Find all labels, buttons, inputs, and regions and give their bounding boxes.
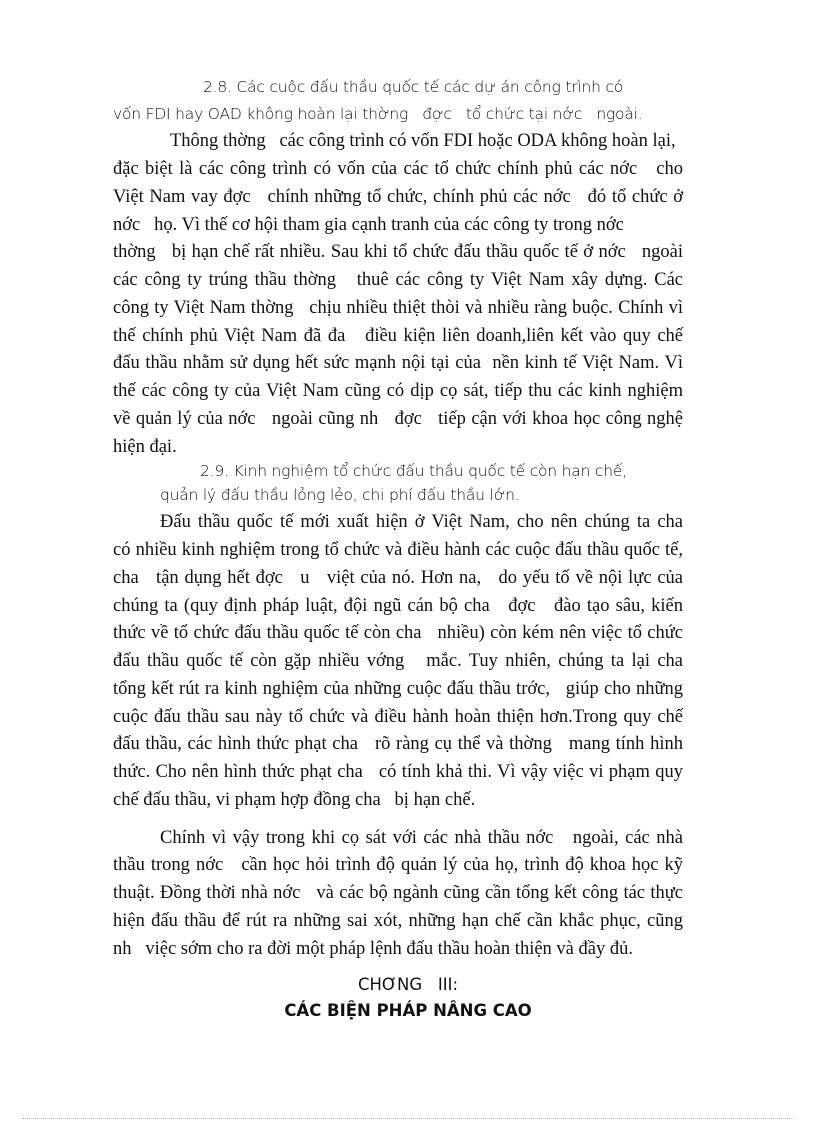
section-2-8-heading-line-2: vốn FDI hay OAD không hoàn lại thờng đợc tổ chức tại nớc ngoài. bbox=[113, 105, 643, 123]
body-line: có nhiều kinh nghiệm trong tổ chức và điều hành các cuộc đấu thầu quốc tế, bbox=[113, 540, 683, 560]
body-line: nh việc sớm cho ra đời một pháp lệnh đấu thầu hoàn thiện và đầy đủ. bbox=[113, 939, 633, 959]
body-line: hiện đại. bbox=[113, 437, 177, 457]
page-bottom-rule bbox=[22, 1118, 794, 1119]
section-2-9-heading-line-2: quản lý đấu thầu lỏng lẻo, chi phí đấu thầu lớn. bbox=[160, 486, 520, 504]
body-line: đặc biệt là các công trình có vốn của các tổ chức chính phủ các nớc cho bbox=[113, 159, 683, 179]
body-line: thức về tổ chức đấu thầu quốc tế còn cha nhiều) còn kém nên việc tổ chức bbox=[113, 623, 683, 643]
body-line: công ty Việt Nam thờng chịu nhiều thiệt thòi và nhiều ràng buộc. Chính vì bbox=[113, 298, 683, 318]
body-line: tổng kết rút ra kinh nghiệm của những cuộc đấu thầu trớc, giúp cho những bbox=[113, 679, 683, 699]
body-line: hiện đấu thầu để rút ra những sai xót, những hạn chế cần khắc phục, cũng bbox=[113, 911, 683, 931]
body-line: Thông thờng các công trình có vốn FDI hoặc ODA không hoàn lại, bbox=[170, 131, 676, 151]
body-line: thế chính phủ Việt Nam đã đa điều kiện liên doanh,liên kết vào quy chế bbox=[113, 326, 683, 346]
body-line: cha tận dụng hết đợc u việt của nó. Hơn na, do yếu tố về nội lực của bbox=[113, 568, 683, 588]
body-line: thức. Cho nên hình thức phạt cha có tính khả thi. Vì vậy việc vi phạm quy bbox=[113, 762, 683, 782]
body-line: đấu thầu quốc tế còn gặp nhiều vớng mắc. Tuy nhiên, chúng ta lại cha bbox=[113, 651, 683, 671]
body-line: Đấu thầu quốc tế mới xuất hiện ở Việt Nam, cho nên chúng ta cha bbox=[160, 512, 683, 532]
body-line: các công ty trúng thầu thờng thuê các công ty Việt Nam xây dựng. Các bbox=[113, 270, 683, 290]
body-line: cuộc đấu thầu sau này tổ chức và điều hành hoàn thiện hơn.Trong quy chế bbox=[113, 707, 683, 727]
section-2-9-heading-line-1: 2.9. Kinh nghiệm tổ chức đấu thầu quốc tế còn hạn chế, bbox=[200, 462, 627, 480]
body-line: thờng bị hạn chế rất nhiều. Sau khi tổ chức đấu thầu quốc tế ở nớc ngoài bbox=[113, 242, 683, 262]
body-line: đấu thầu, các hình thức phạt cha rõ ràng cụ thể và thờng mang tính hình bbox=[113, 734, 683, 754]
body-line: chúng ta (quy định pháp luật, đội ngũ cán bộ cha đợc đào tạo sâu, kiến bbox=[113, 596, 683, 616]
section-2-8-heading-line-1: 2.8. Các cuộc đấu thầu quốc tế các dự án công trình có bbox=[203, 78, 624, 96]
body-line: nớc họ. Vì thế cơ hội tham gia cạnh tranh của các công ty trong nớc bbox=[113, 215, 624, 235]
body-line: thuật. Đồng thời nhà nớc và các bộ ngành cũng cần tổng kết công tác thực bbox=[113, 883, 683, 903]
body-line: thầu trong nớc cần học hỏi trình độ quản lý của họ, trình độ khoa học kỹ bbox=[113, 855, 683, 875]
body-line: thế các công ty của Việt Nam cũng có dịp cọ sát, tiếp thu các kinh nghiệm bbox=[113, 381, 683, 401]
body-line: chế đấu thầu, vi phạm hợp đồng cha bị hạn chế. bbox=[113, 790, 476, 810]
chapter-number: CHƠNG III: bbox=[357, 975, 458, 994]
body-line: Chính vì vậy trong khi cọ sát với các nhà thầu nớc ngoài, các nhà bbox=[160, 828, 683, 848]
chapter-title: CÁC BIỆN PHÁP NÂNG CAO bbox=[284, 1001, 532, 1020]
body-line: đấu thầu nhằm sử dụng hết sức mạnh nội tại của nền kinh tế Việt Nam. Vì bbox=[113, 353, 683, 373]
body-line: Việt Nam vay đợc chính những tổ chức, chính phủ các nớc đó tổ chức ở bbox=[113, 187, 683, 207]
body-line: về quản lý của nớc ngoài cũng nh đợc tiếp cận với khoa học công nghệ bbox=[113, 409, 683, 429]
